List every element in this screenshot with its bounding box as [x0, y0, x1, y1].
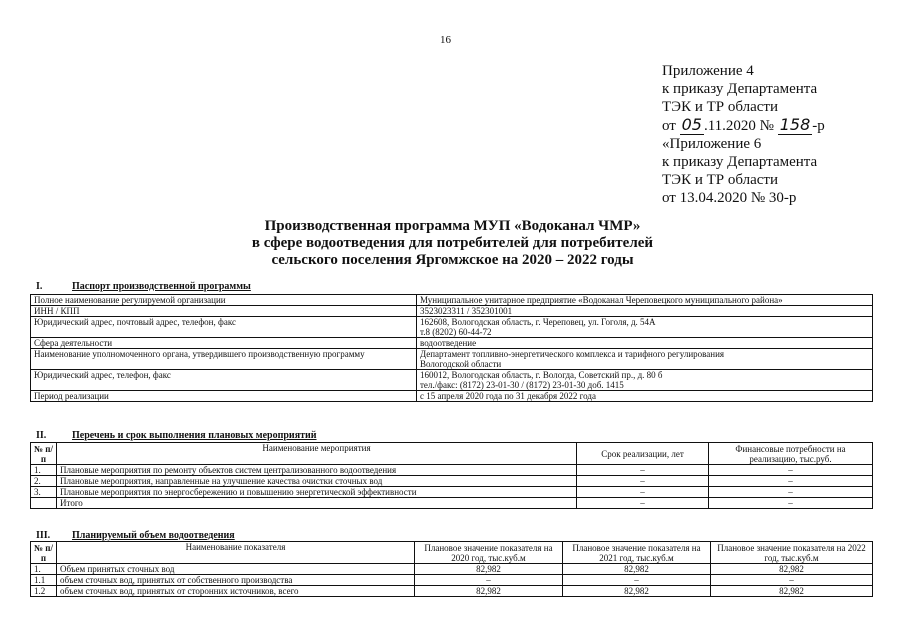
measure-name: Итого — [57, 498, 577, 509]
table-row — [31, 338, 873, 349]
appendix-line: ТЭК и ТР области — [662, 99, 778, 115]
appendix-prefix: от — [662, 118, 676, 134]
measure-finance: – — [709, 498, 873, 509]
passport-label: Период реализации — [31, 391, 417, 402]
row-number: 1.2 — [31, 586, 57, 597]
title-line: Производственная программа МУП «Водоканал ЧМР» — [264, 218, 641, 234]
table-row — [31, 498, 873, 509]
section-number: II. — [36, 430, 47, 441]
row-number: 3. — [31, 487, 57, 498]
table-row — [31, 575, 873, 586]
section-title: Перечень и срок выполнения плановых мероприятий — [72, 430, 317, 441]
indicator-name: объем сточных вод, принятых от сторонних источников, всего — [57, 586, 415, 597]
header-2021: Плановое значение показателя на 2021 год, тыс.куб.м — [563, 542, 711, 564]
measure-name: Плановые мероприятия, направленные на улучшение качества очистки сточных вод — [57, 476, 577, 487]
value-2021: 82,982 — [563, 586, 711, 597]
passport-value-line: Департамент топливно-энергетического комплекса и тарифного регулирования — [420, 349, 725, 359]
indicator-name: Объем принятых сточных вод — [57, 564, 415, 575]
passport-label: Юридический адрес, телефон, факс — [31, 370, 417, 391]
passport-value-line: 3523023311 / 352301001 — [420, 306, 513, 316]
value-2022: – — [711, 575, 873, 586]
passport-label: Юридический адрес, почтовый адрес, телефон, факс — [31, 317, 417, 338]
table-row — [31, 391, 873, 402]
value-2020: – — [415, 575, 563, 586]
passport-label: Полное наименование регулируемой организации — [31, 295, 417, 306]
measure-finance: – — [709, 476, 873, 487]
passport-value-line: Муниципальное унитарное предприятие «Водоканал Череповецкого муниципального района» — [420, 295, 783, 305]
header-2020: Плановое значение показателя на 2020 год, тыс.куб.м — [415, 542, 563, 564]
passport-table — [30, 294, 873, 402]
passport-value — [417, 338, 873, 349]
table-row — [31, 564, 873, 575]
appendix-mid: .11.2020 № — [703, 118, 774, 134]
title-line: сельского поселения Яргомжское на 2020 – 2022 годы — [271, 252, 634, 268]
value-2021: 82,982 — [563, 564, 711, 575]
row-number: 1. — [31, 465, 57, 476]
passport-value-line: т.8 (8202) 60-44-72 — [420, 327, 492, 337]
section-number: I. — [36, 281, 43, 292]
measures-table — [30, 442, 873, 509]
table-row — [31, 295, 873, 306]
appendix-line: от 13.04.2020 № 30-р — [662, 190, 797, 206]
passport-value — [417, 317, 873, 338]
handwritten-number: 158 — [779, 115, 811, 134]
appendix-line: ТЭК и ТР области — [662, 172, 778, 188]
appendix-suffix: -р — [812, 118, 825, 134]
table-row — [31, 306, 873, 317]
page-number: 16 — [440, 34, 451, 46]
measure-term: – — [577, 465, 709, 476]
header-num: № п/п — [31, 542, 57, 564]
passport-value-line: водоотведение — [420, 338, 477, 348]
value-2021: – — [563, 575, 711, 586]
appendix-line: «Приложение 6 — [662, 136, 762, 152]
passport-value — [417, 349, 873, 370]
table-row — [31, 349, 873, 370]
header-term: Срок реализации, лет — [577, 443, 709, 465]
row-number: 1.1 — [31, 575, 57, 586]
section-number: III. — [36, 530, 51, 541]
appendix-line: к приказу Департамента — [662, 154, 818, 170]
measure-term: – — [577, 487, 709, 498]
value-2020: 82,982 — [415, 586, 563, 597]
section2-heading — [36, 430, 317, 441]
section-title: Паспорт производственной программы — [72, 281, 251, 292]
table-row — [31, 586, 873, 597]
table-row — [31, 317, 873, 338]
passport-value — [417, 370, 873, 391]
value-2022: 82,982 — [711, 586, 873, 597]
table-row — [31, 476, 873, 487]
measure-name: Плановые мероприятия по ремонту объектов систем централизованного водоотведения — [57, 465, 577, 476]
section1-heading — [36, 281, 251, 292]
value-2022: 82,982 — [711, 564, 873, 575]
appendix-block — [662, 62, 892, 207]
passport-value — [417, 306, 873, 317]
measure-term: – — [577, 498, 709, 509]
header-name: Наименование показателя — [57, 542, 415, 564]
header-name: Наименование мероприятия — [57, 443, 577, 465]
section3-heading — [36, 530, 235, 541]
table-row — [31, 370, 873, 391]
header-2022: Плановое значение показателя на 2022 год, тыс.куб.м — [711, 542, 873, 564]
header-num: № п/п — [31, 443, 57, 465]
indicator-name: объем сточных вод, принятых от собственного производства — [57, 575, 415, 586]
title-line: в сфере водоотведения для потребителей для потребителей — [251, 235, 654, 251]
handwritten-day: 05 — [681, 115, 702, 134]
passport-value-line: Вологодской области — [420, 359, 502, 369]
volume-table — [30, 541, 873, 597]
row-number: 2. — [31, 476, 57, 487]
value-2020: 82,982 — [415, 564, 563, 575]
passport-value-line: тел./факс: (8172) 23-01-30 / (8172) 23-01-30 доб. 1415 — [420, 380, 624, 390]
passport-label: Сфера деятельности — [31, 338, 417, 349]
measure-finance: – — [709, 465, 873, 476]
appendix-line: Приложение 4 — [662, 63, 754, 79]
passport-value-line: 160012, Вологодская область, г. Вологда, Советский пр., д. 80 б — [420, 370, 663, 380]
table-row — [31, 465, 873, 476]
passport-value — [417, 295, 873, 306]
measure-name: Плановые мероприятия по энергосбережению и повышению энергетической эффективности — [57, 487, 577, 498]
header-finance: Финансовые потребности на реализацию, тыс.руб. — [709, 443, 873, 465]
appendix-line: к приказу Департамента — [662, 81, 818, 97]
row-number: 1. — [31, 564, 57, 575]
passport-value-line: 162608, Вологодская область, г. Череповец, ул. Гоголя, д. 54А — [420, 317, 656, 327]
measure-term: – — [577, 476, 709, 487]
appendix-date-line — [662, 116, 892, 135]
section-title: Планируемый объем водоотведения — [72, 530, 235, 541]
measure-finance: – — [709, 487, 873, 498]
table-row — [31, 487, 873, 498]
passport-value — [417, 391, 873, 402]
passport-value-line: с 15 апреля 2020 года по 31 декабря 2022 года — [420, 391, 596, 401]
passport-label: ИНН / КПП — [31, 306, 417, 317]
passport-label: Наименование уполномоченного органа, утвердившего производственную программу — [31, 349, 417, 370]
document-title — [0, 218, 905, 269]
row-number — [31, 498, 57, 509]
